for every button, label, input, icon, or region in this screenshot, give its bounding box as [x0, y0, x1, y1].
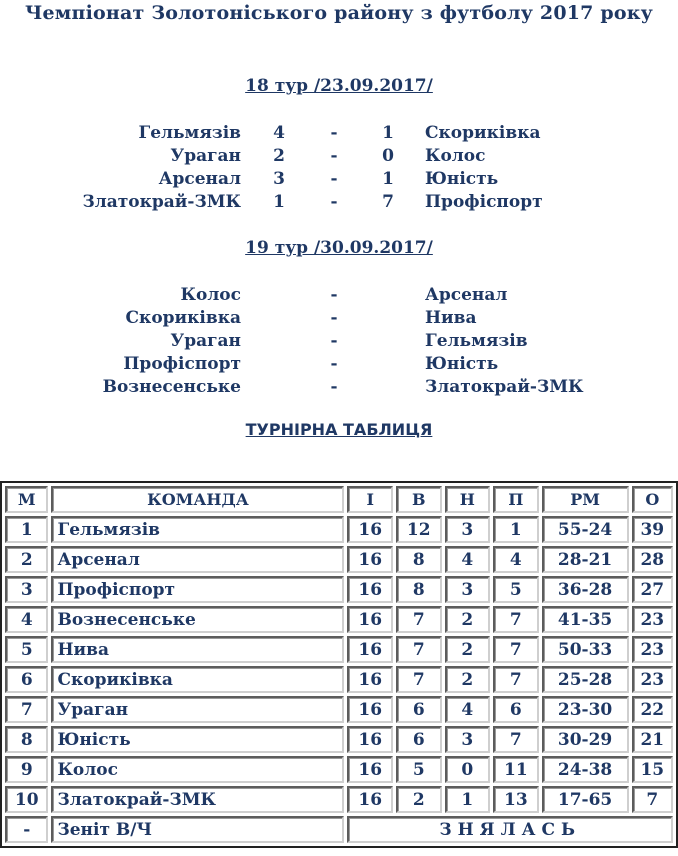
cell-points: 23 [632, 606, 673, 633]
table-row [5, 546, 673, 573]
cell-goals: 17-65 [542, 786, 629, 813]
cell-played: 16 [347, 606, 393, 633]
standings-title: ТУРНІРНА ТАБЛИЦЯ [245, 420, 433, 439]
table-row [5, 666, 673, 693]
col-header-played: І [347, 486, 393, 513]
page-title: Чемпіонат Золотоніського району з футболу 2017 року [24, 2, 654, 24]
score-separator: - [330, 354, 338, 374]
cell-team: Зеніт В/Ч [51, 816, 344, 843]
standings-table [0, 481, 678, 848]
cell-goals: 23-30 [542, 696, 629, 723]
col-header-wins: В [396, 486, 442, 513]
cell-draws: 3 [445, 516, 491, 543]
cell-team: Колос [51, 756, 344, 783]
round-18-heading: 18 тур /23.09.2017/ [245, 76, 433, 96]
cell-goals: 50-33 [542, 636, 629, 663]
table-row [5, 726, 673, 753]
score-separator: - [330, 169, 338, 189]
home-team: Ураган [170, 331, 241, 351]
cell-wins: 8 [396, 576, 442, 603]
cell-points: 22 [632, 696, 673, 723]
cell-points: 23 [632, 666, 673, 693]
cell-draws: 4 [445, 546, 491, 573]
home-team: Колос [180, 285, 241, 305]
cell-goals: 24-38 [542, 756, 629, 783]
cell-place: 3 [5, 576, 48, 603]
away-team: Юність [425, 354, 499, 374]
cell-played: 16 [347, 636, 393, 663]
score-separator: - [330, 146, 338, 166]
table-row [5, 786, 673, 813]
match-row [0, 146, 678, 169]
away-team: Скориківка [425, 123, 541, 143]
home-team: Профіспорт [123, 354, 241, 374]
col-header-goals: РМ [542, 486, 629, 513]
cell-team: Профіспорт [51, 576, 344, 603]
away-team: Гельмязів [425, 331, 528, 351]
match-row [0, 377, 678, 400]
cell-draws: 2 [445, 606, 491, 633]
cell-wins: 7 [396, 636, 442, 663]
cell-draws: 2 [445, 666, 491, 693]
cell-place: - [5, 816, 48, 843]
cell-played: 16 [347, 696, 393, 723]
cell-goals: 36-28 [542, 576, 629, 603]
cell-points: 15 [632, 756, 673, 783]
cell-goals: 30-29 [542, 726, 629, 753]
cell-points: 28 [632, 546, 673, 573]
cell-played: 16 [347, 546, 393, 573]
cell-place: 6 [5, 666, 48, 693]
away-team: Златокрай-ЗМК [425, 377, 584, 397]
cell-team: Арсенал [51, 546, 344, 573]
col-header-losses: П [493, 486, 539, 513]
cell-played: 16 [347, 516, 393, 543]
table-row [5, 576, 673, 603]
away-team: Арсенал [425, 285, 508, 305]
cell-place: 5 [5, 636, 48, 663]
cell-place: 7 [5, 696, 48, 723]
cell-played: 16 [347, 726, 393, 753]
cell-place: 10 [5, 786, 48, 813]
col-header-points: О [632, 486, 673, 513]
score-separator: - [330, 192, 338, 212]
cell-played: 16 [347, 576, 393, 603]
score-separator: - [330, 377, 338, 397]
cell-team: Гельмязів [51, 516, 344, 543]
home-team: Арсенал [158, 169, 241, 189]
cell-played: 16 [347, 666, 393, 693]
cell-team: Вознесенське [51, 606, 344, 633]
cell-place: 9 [5, 756, 48, 783]
table-row-withdrawn [5, 816, 673, 843]
table-header-row [5, 486, 673, 513]
cell-goals: 28-21 [542, 546, 629, 573]
withdrawn-note: ЗНЯЛАСЬ [347, 816, 673, 843]
cell-losses: 5 [493, 576, 539, 603]
home-team: Скориківка [125, 308, 241, 328]
cell-team: Нива [51, 636, 344, 663]
cell-points: 7 [632, 786, 673, 813]
cell-place: 2 [5, 546, 48, 573]
cell-wins: 5 [396, 756, 442, 783]
cell-wins: 7 [396, 606, 442, 633]
cell-wins: 6 [396, 696, 442, 723]
cell-team: Юність [51, 726, 344, 753]
match-row [0, 169, 678, 192]
match-row [0, 123, 678, 146]
home-score: 2 [273, 146, 285, 166]
cell-draws: 2 [445, 636, 491, 663]
cell-wins: 7 [396, 666, 442, 693]
score-separator: - [330, 285, 338, 305]
cell-draws: 0 [445, 756, 491, 783]
away-score: 0 [382, 146, 394, 166]
cell-losses: 1 [493, 516, 539, 543]
score-separator: - [330, 123, 338, 143]
score-separator: - [330, 331, 338, 351]
home-team: Ураган [170, 146, 241, 166]
cell-points: 21 [632, 726, 673, 753]
cell-losses: 7 [493, 606, 539, 633]
cell-place: 8 [5, 726, 48, 753]
cell-wins: 2 [396, 786, 442, 813]
cell-losses: 4 [493, 546, 539, 573]
cell-points: 27 [632, 576, 673, 603]
round-19-heading: 19 тур /30.09.2017/ [245, 238, 433, 258]
cell-goals: 25-28 [542, 666, 629, 693]
match-row [0, 192, 678, 215]
home-team: Вознесенське [102, 377, 241, 397]
cell-points: 23 [632, 636, 673, 663]
away-team: Профіспорт [425, 192, 543, 212]
match-row [0, 354, 678, 377]
away-score: 1 [382, 123, 394, 143]
table-row [5, 696, 673, 723]
cell-losses: 11 [493, 756, 539, 783]
cell-losses: 6 [493, 696, 539, 723]
home-team: Златокрай-ЗМК [82, 192, 241, 212]
col-header-draws: Н [445, 486, 491, 513]
away-score: 1 [382, 169, 394, 189]
col-header-team: КОМАНДА [51, 486, 344, 513]
cell-wins: 8 [396, 546, 442, 573]
cell-losses: 13 [493, 786, 539, 813]
table-row [5, 756, 673, 783]
score-separator: - [330, 308, 338, 328]
cell-losses: 7 [493, 726, 539, 753]
match-row [0, 308, 678, 331]
cell-losses: 7 [493, 666, 539, 693]
cell-team: Златокрай-ЗМК [51, 786, 344, 813]
cell-place: 4 [5, 606, 48, 633]
cell-team: Ураган [51, 696, 344, 723]
cell-played: 16 [347, 786, 393, 813]
cell-team: Скориківка [51, 666, 344, 693]
match-row [0, 285, 678, 308]
cell-draws: 3 [445, 576, 491, 603]
cell-draws: 3 [445, 726, 491, 753]
cell-points: 39 [632, 516, 673, 543]
cell-goals: 41-35 [542, 606, 629, 633]
away-team: Нива [425, 308, 477, 328]
away-team: Колос [425, 146, 486, 166]
home-score: 1 [273, 192, 285, 212]
home-score: 4 [273, 123, 285, 143]
match-row [0, 331, 678, 354]
home-team: Гельмязів [138, 123, 241, 143]
away-score: 7 [382, 192, 394, 212]
cell-place: 1 [5, 516, 48, 543]
home-score: 3 [273, 169, 285, 189]
cell-played: 16 [347, 756, 393, 783]
table-row [5, 516, 673, 543]
cell-losses: 7 [493, 636, 539, 663]
table-row [5, 606, 673, 633]
cell-wins: 6 [396, 726, 442, 753]
cell-wins: 12 [396, 516, 442, 543]
cell-goals: 55-24 [542, 516, 629, 543]
col-header-place: М [5, 486, 48, 513]
cell-draws: 4 [445, 696, 491, 723]
table-row [5, 636, 673, 663]
away-team: Юність [425, 169, 499, 189]
cell-draws: 1 [445, 786, 491, 813]
